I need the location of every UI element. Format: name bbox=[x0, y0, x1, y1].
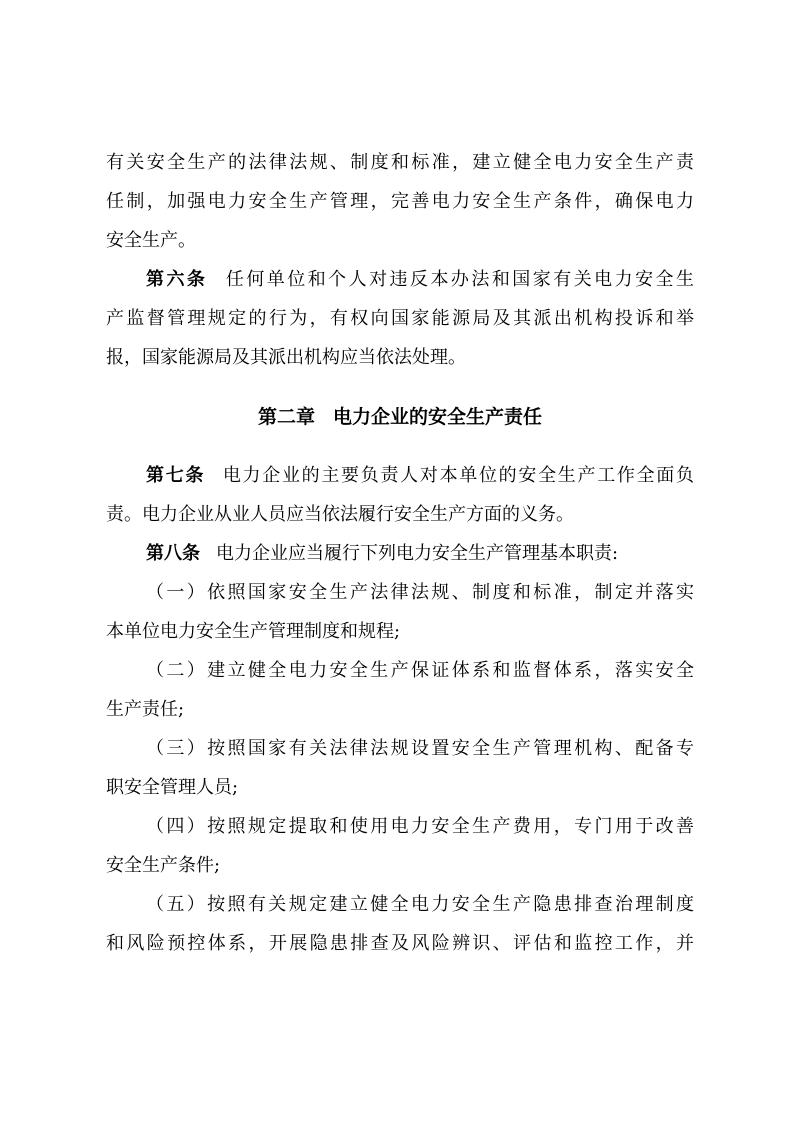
body-line: 生产责任; bbox=[106, 699, 185, 720]
body-line: 安全生产。 bbox=[106, 230, 196, 251]
article-number: 第八条 bbox=[146, 543, 200, 564]
list-item: （四）按照规定提取和使用电力安全生产费用，专门用于改善 bbox=[146, 816, 694, 837]
article-8-first-line bbox=[146, 539, 694, 569]
body-line: 安全生产条件; bbox=[106, 855, 221, 876]
article-text: 电力企业应当履行下列电力安全生产管理基本职责: bbox=[216, 543, 619, 564]
article-number: 第六条 bbox=[146, 269, 208, 290]
body-line: 有关安全生产的法律法规、制度和标准，建立健全电力安全生产责 bbox=[106, 152, 694, 173]
body-line: 责。电力企业从业人员应当依法履行安全生产方面的义务。 bbox=[106, 504, 574, 525]
list-item: （三）按照国家有关法律法规设置安全生产管理机构、配备专 bbox=[146, 738, 694, 759]
article-text: 电力企业的主要负责人对本单位的安全生产工作全面负 bbox=[221, 465, 695, 486]
body-line: 报，国家能源局及其派出机构应当依法处理。 bbox=[106, 347, 466, 368]
article-text: 任何单位和个人对违反本办法和国家有关电力安全生 bbox=[223, 269, 695, 290]
chapter-title: 电力企业的安全生产责任 bbox=[333, 406, 543, 428]
body-line: 本单位电力安全生产管理制度和规程; bbox=[106, 621, 401, 642]
list-item: （一）依照国家安全生产法律法规、制度和标准，制定并落实 bbox=[146, 582, 694, 603]
body-line: 产监督管理规定的行为，有权向国家能源局及其派出机构投诉和举 bbox=[106, 308, 694, 329]
body-line: 和风险预控体系，开展隐患排查及风险辨识、评估和监控工作，并 bbox=[106, 933, 694, 954]
chapter-heading bbox=[106, 401, 694, 433]
body-line: 任制，加强电力安全生产管理，完善电力安全生产条件，确保电力 bbox=[106, 191, 694, 212]
list-item: （五）按照有关规定建立健全电力安全生产隐患排查治理制度 bbox=[146, 894, 694, 915]
article-7-first-line bbox=[146, 461, 694, 491]
article-number: 第七条 bbox=[146, 465, 206, 486]
article-6-first-line bbox=[146, 265, 694, 295]
chapter-number: 第二章 bbox=[257, 406, 315, 428]
list-item: （二）建立健全电力安全生产保证体系和监督体系，落实安全 bbox=[146, 660, 694, 681]
body-line: 职安全管理人员; bbox=[106, 777, 239, 798]
